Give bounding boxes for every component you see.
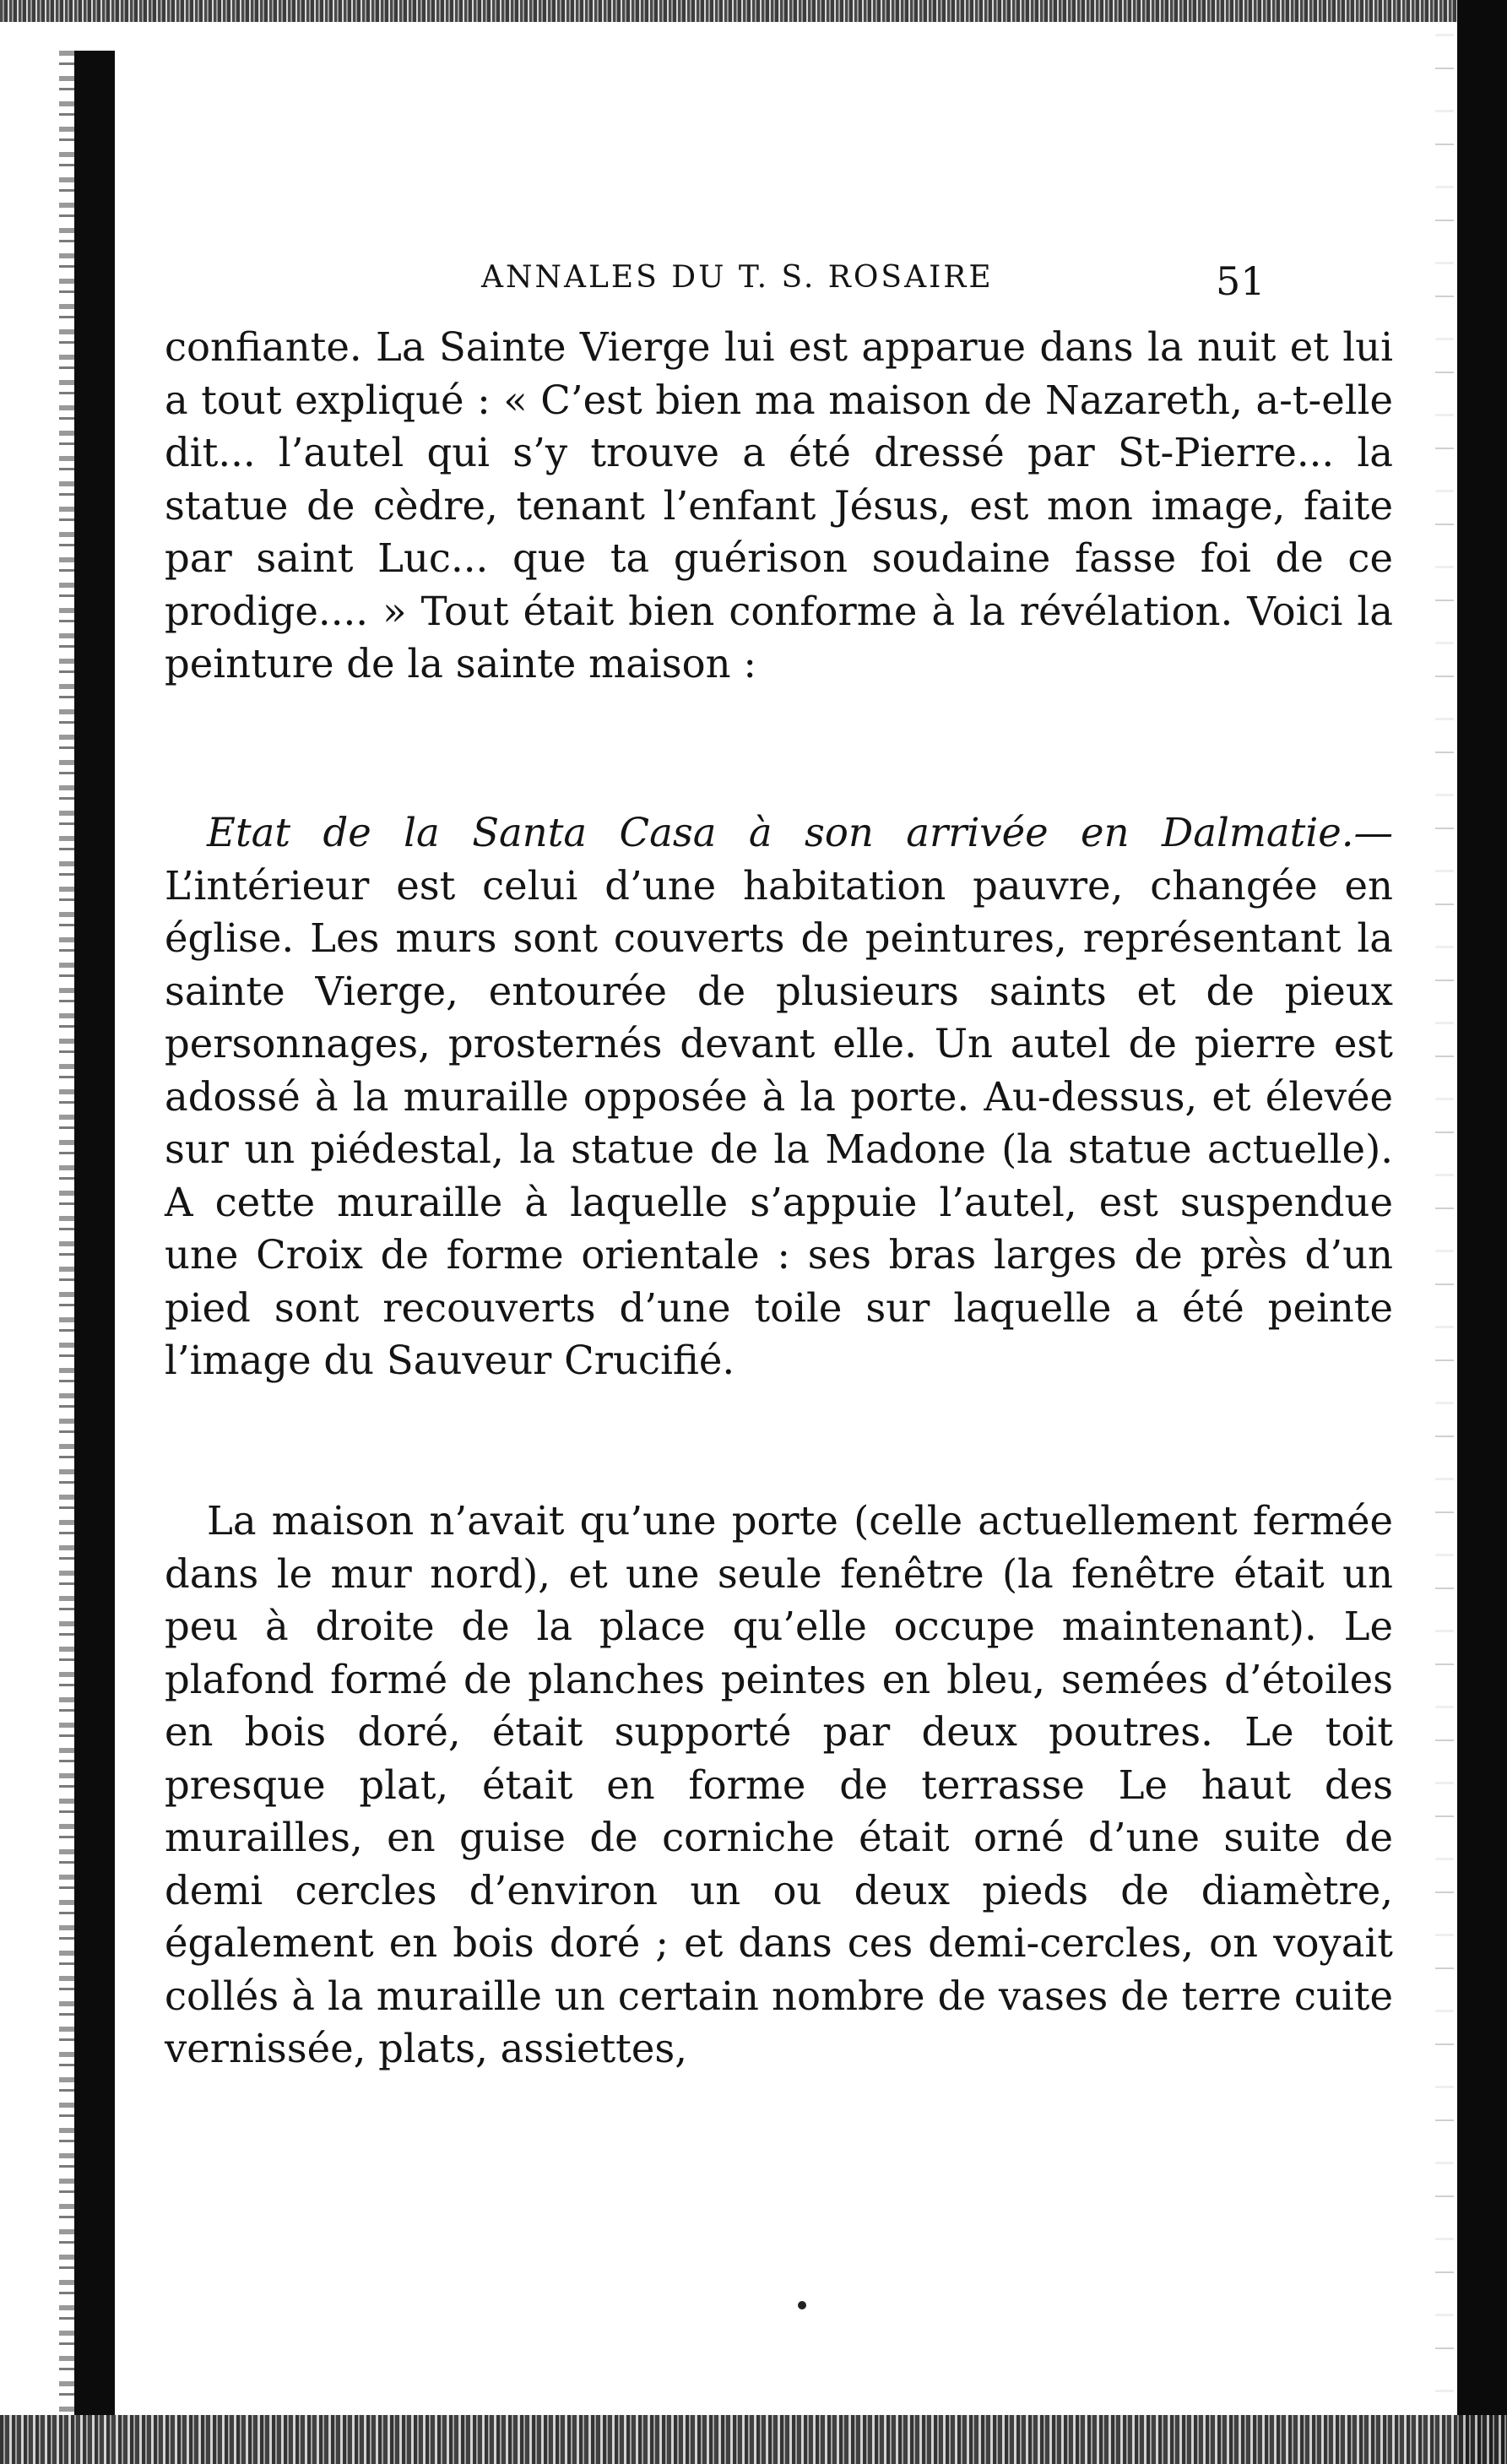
- scan-right-shadow: [1435, 34, 1454, 2415]
- paragraph-3: La maison n’avait qu’une porte (celle actuellement fermée dans le mur nord), et une seule fenêtre (la fenêtre était un peu à droite de la place qu’elle occupe maintenant). Le plafond formé de planches peintes en bleu, semées d’étoiles en bois doré, était supporté par deux poutres. Le toit presque plat, était en forme de terrasse Le haut des murailles, en guise de corniche était orné d’une suite de demi cercles d’environ un ou deux pieds de diamètre, également en bois doré ; et dans ces demi-cercles, on voyait collés à la muraille un certain nombre de vases de terre cuite vernissée, plats, assiettes,: [165, 1498, 1393, 2071]
- scan-bottom-edge: [0, 2415, 1507, 2464]
- scan-right-border: [1457, 0, 1507, 2464]
- running-title: ANNALES DU T. S. ROSAIRE: [481, 260, 994, 295]
- paragraph-2-text: L’intérieur est celui d’une habitation pauvre, changée en église. Les murs sont couverts de peintures, représentant la sainte Vierge, entourée de plusieurs saints et de pieux personnages, prosternés devant elle. Un autel de pierre est adossé à la muraille opposée à la porte. Au-dessus, et élevée sur un piédestal, la statue de la Madone (la statue actuelle). A cette muraille à laquelle s’appuie l’autel, est suspendue une Croix de forme orientale : ses bras larges de près d’un pied sont recouverts d’une toile sur laquelle a été peinte l’image du Sauveur Crucifié.: [165, 862, 1393, 1383]
- scan-left-border: [74, 51, 115, 2415]
- book-page: [127, 51, 1434, 2407]
- page-number: 51: [1216, 258, 1266, 304]
- paragraph-2: [165, 806, 1393, 1387]
- scan-left-fringe: [59, 51, 74, 2415]
- print-speck: [798, 2301, 806, 2309]
- scan-top-edge: [0, 0, 1507, 22]
- running-header: [127, 245, 1434, 312]
- paragraph-2-caption: Etat de la Santa Casa à son arrivée en Dalmatie.—: [207, 810, 1393, 855]
- paragraph-1: confiante. La Sainte Vierge lui est apparue dans la nuit et lui a tout expliqué : « C’est bien ma maison de Nazareth, a-t-elle dit... l’autel qui s’y trouve a été dressé par St-Pierre... la statue de cèdre, tenant l’enfant Jésus, est mon image, faite par saint Luc... que ta guérison soudaine fasse foi de ce prodige.... » Tout était bien conforme à la révélation. Voici la peinture de la sainte maison :: [165, 324, 1393, 687]
